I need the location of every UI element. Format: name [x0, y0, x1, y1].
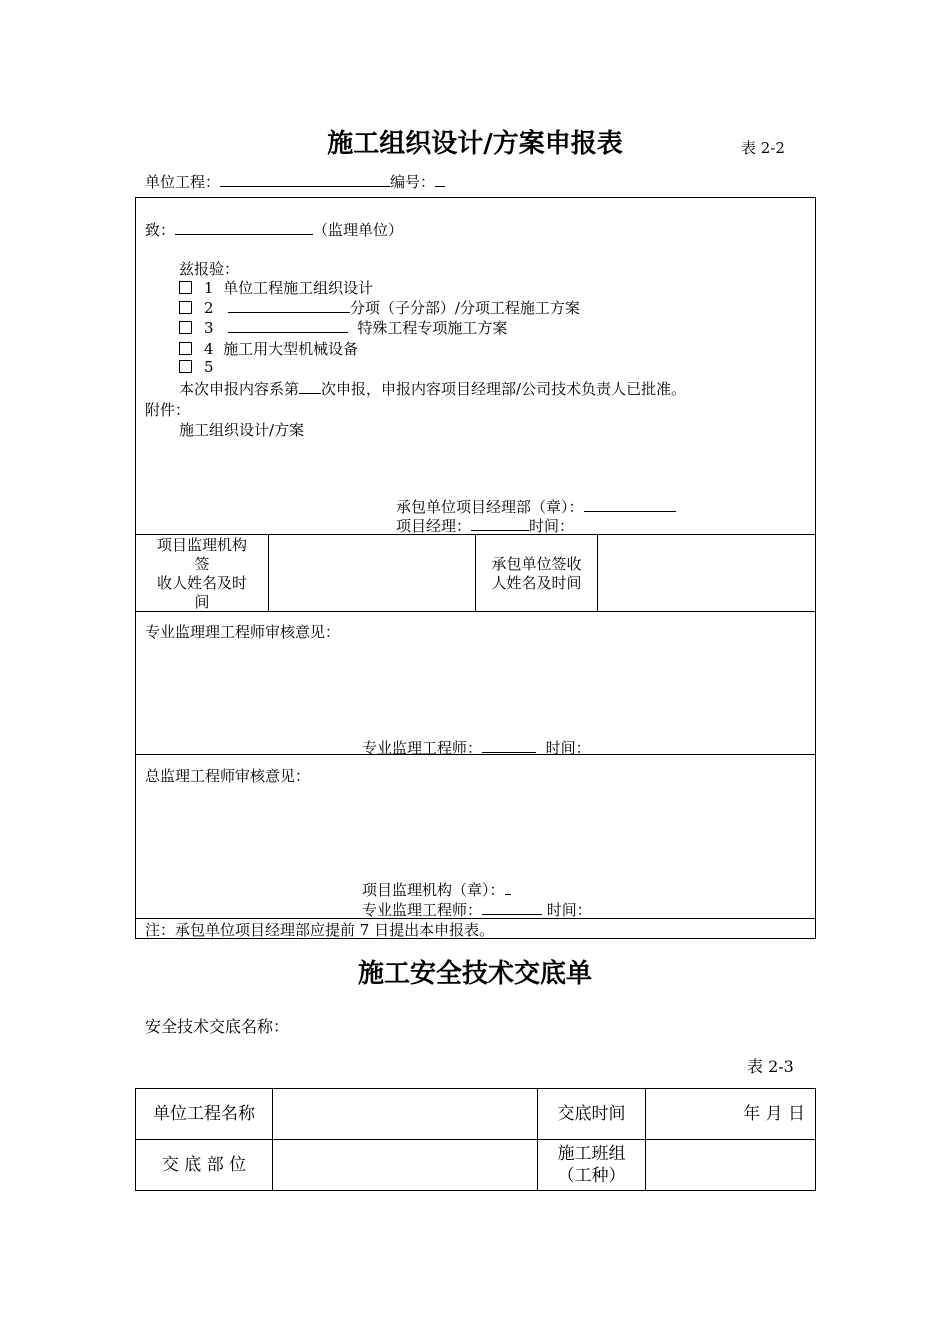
receipt-left-line: 间: [194, 593, 210, 611]
form2-table-no: 表 2-3: [747, 1057, 794, 1076]
item-5-checkbox[interactable]: [179, 360, 192, 373]
specialist-engineer2-label: 专业监理工程师：: [362, 901, 483, 919]
chief-sign-line: [362, 899, 592, 920]
receipt-left-line: 签: [194, 555, 210, 573]
work-team-field[interactable]: [646, 1140, 816, 1191]
submission-count-field[interactable]: [299, 379, 321, 394]
supervision-seal-field[interactable]: [505, 880, 511, 895]
attachment-text: 施工组织设计/方案: [179, 421, 305, 439]
disclosure-time-label: 交底时间: [538, 1089, 646, 1140]
pm-field[interactable]: [471, 516, 529, 531]
contractor-seal: [396, 496, 676, 517]
item-2: [179, 297, 580, 318]
supervision-seal-line: [362, 879, 511, 900]
work-team-line: 施工班组: [557, 1144, 626, 1164]
submit-label: 兹报验：: [179, 260, 240, 278]
specialist-engineer-field[interactable]: [482, 738, 536, 753]
disclosure-part-field[interactable]: [273, 1140, 538, 1191]
specialist-opinion-label: 专业监理理工程师审核意见：: [145, 623, 341, 641]
item-3-checkbox[interactable]: [179, 321, 192, 334]
note: 注：承包单位项目经理部应提前 7 日提出本申报表。: [145, 921, 495, 939]
pm-time-label: 时间：: [529, 517, 575, 535]
specialist-time-label: 时间：: [545, 739, 591, 757]
divider: [135, 754, 816, 755]
serial-label: 编号：: [390, 173, 436, 191]
item-num: 1: [204, 279, 214, 297]
supervisor-unit: （监理单位）: [313, 221, 404, 239]
item-num: 4: [204, 340, 214, 358]
form1-title: 施工组织设计/方案申报表: [327, 129, 623, 159]
contractor-seal-label: 承包单位项目经理部（章）：: [396, 498, 584, 516]
work-type-line: （工种）: [557, 1166, 626, 1186]
unit-project-name-label: 单位工程名称: [136, 1089, 273, 1140]
attachment-label: 附件：: [145, 401, 191, 419]
item-1-checkbox[interactable]: [179, 281, 192, 294]
item-3: [179, 317, 507, 338]
receipt-left-label: [136, 536, 268, 612]
work-team-label: [538, 1140, 646, 1191]
unit-project-label-text: 单位工程：: [145, 173, 221, 191]
specialist-engineer-label: 专业监理工程师：: [362, 739, 483, 757]
declaration-post: 次申报，申报内容项目经理部/公司技术负责人已批准。: [321, 380, 687, 398]
table-row: [136, 1089, 816, 1140]
item-text: 单位工程施工组织设计: [223, 279, 374, 297]
item-text: 施工用大型机械设备: [223, 340, 359, 358]
disclosure-date-field[interactable]: 年 月 日: [646, 1089, 816, 1140]
to-line: [145, 219, 403, 240]
item-num: 3: [204, 319, 214, 337]
item-text: 特殊工程专项施工方案: [357, 319, 508, 337]
item-5: [179, 358, 214, 376]
receipt-left-line: 项目监理机构: [156, 536, 247, 554]
serial-field[interactable]: [435, 172, 445, 187]
receipt-left-line: 收人姓名及时: [156, 574, 247, 592]
pm-line: [396, 515, 574, 536]
declaration: [179, 378, 686, 399]
to-field[interactable]: [175, 220, 313, 235]
item-text: 分项（子分部）/分项工程施工方案: [349, 299, 580, 317]
divider: [597, 534, 598, 612]
item-4-checkbox[interactable]: [179, 342, 192, 355]
to-label: 致：: [145, 221, 176, 239]
form1-table-no: 表 2-2: [741, 139, 785, 157]
item-2-checkbox[interactable]: [179, 301, 192, 314]
item-num: 2: [204, 299, 214, 317]
form2-title: 施工安全技术交底单: [357, 959, 592, 989]
receipt-right-label: [476, 555, 597, 593]
receipt-right-line: 承包单位签收: [491, 555, 582, 573]
chief-time-label: 时间：: [546, 901, 592, 919]
item-1: [179, 277, 373, 298]
item-4: [179, 338, 358, 359]
disclosure-name-label: 安全技术交底名称：: [145, 1017, 290, 1036]
unit-project-label: [145, 171, 445, 192]
item-2-field[interactable]: [228, 298, 350, 313]
divider: [268, 534, 269, 612]
chief-opinion-label: 总监理工程师审核意见：: [145, 767, 311, 785]
unit-project-field[interactable]: [220, 172, 390, 187]
receipt-right-line: 人姓名及时间: [491, 574, 582, 592]
contractor-seal-field[interactable]: [584, 497, 676, 512]
disclosure-part-label: 交 底 部 位: [136, 1140, 273, 1191]
declaration-pre: 本次申报内容系第: [179, 380, 300, 398]
unit-project-name-field[interactable]: [273, 1089, 538, 1140]
specialist-engineer2-field[interactable]: [482, 900, 542, 915]
pm-label: 项目经理：: [396, 517, 472, 535]
item-3-field[interactable]: [228, 318, 348, 333]
supervision-seal-label: 项目监理机构（章）：: [362, 881, 505, 899]
item-num: 5: [204, 358, 214, 376]
form2-table: [135, 1088, 816, 1191]
table-row: [136, 1140, 816, 1191]
